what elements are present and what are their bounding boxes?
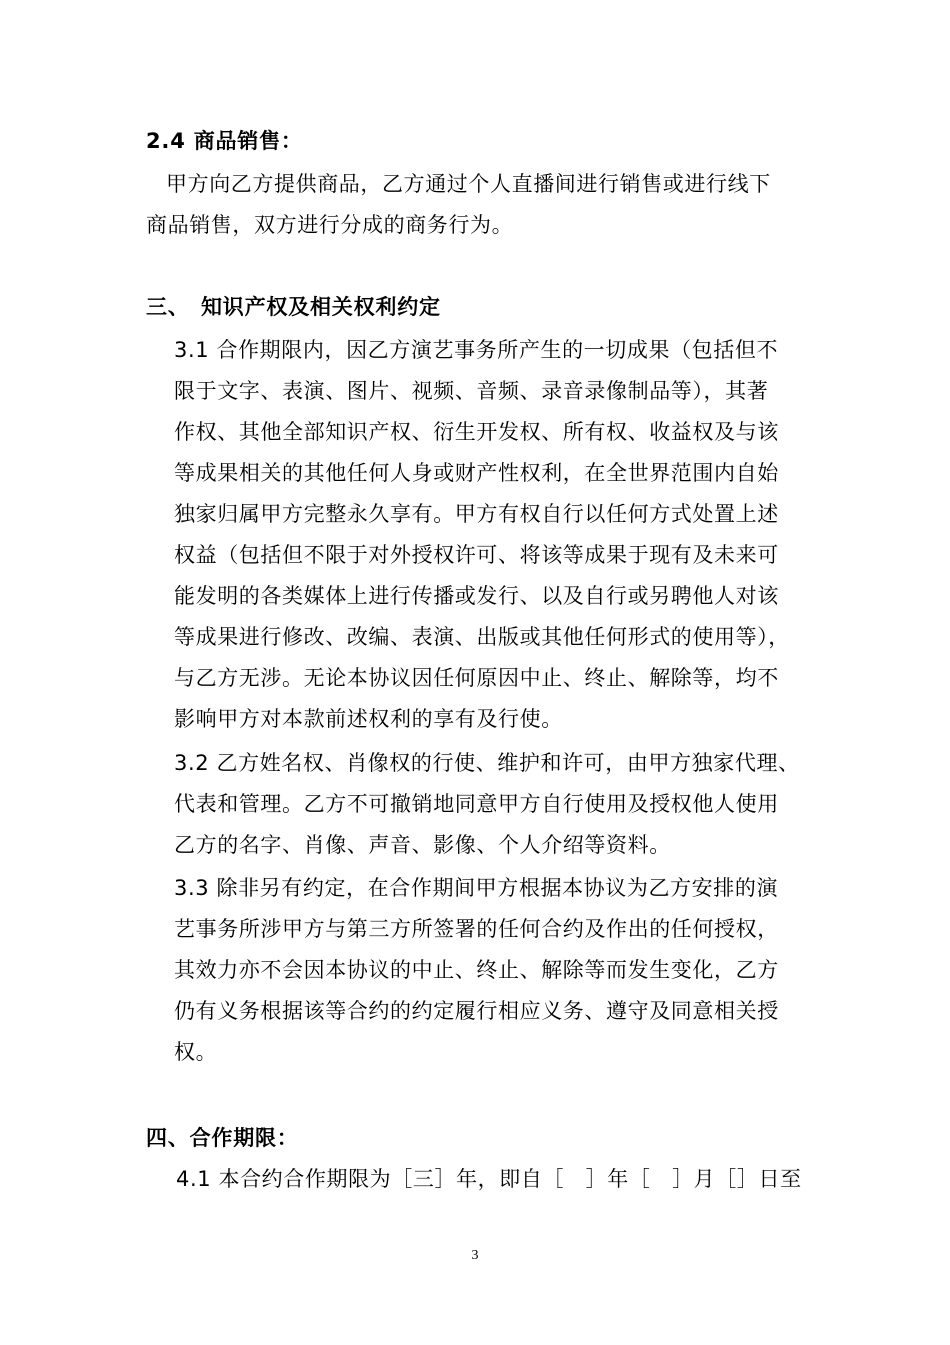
section-3-heading-number: 三、 — [146, 295, 190, 319]
page-number: 3 — [471, 1248, 479, 1263]
clause-3-3-line: 其效力亦不会因本协议的中止、终止、解除等而发生变化，乙方 — [174, 958, 779, 982]
clause-3-2-line: 代表和管理。乙方不可撤销地同意甲方自行使用及授权他人使用 — [174, 792, 779, 816]
clause-3-3-line: 权。 — [174, 1040, 218, 1064]
clause-3-1-line: 与乙方无涉。无论本协议因任何原因中止、终止、解除等，均不 — [174, 666, 779, 690]
clause-3-1-line: 独家归属甲方完整永久享有。甲方有权自行以任何方式处置上述 — [174, 502, 779, 526]
clause-3-1-line: 影响甲方对本款前述权利的享有及行使。 — [174, 707, 563, 731]
clause-3-1-line: 作权、其他全部知识产权、衍生开发权、所有权、收益权及与该 — [174, 420, 779, 444]
clause-3-2-line: 3.2 乙方姓名权、肖像权的行使、维护和许可，由甲方独家代理、 — [174, 751, 800, 775]
section-2-4-body-line: 甲方向乙方提供商品，乙方通过个人直播间进行销售或进行线下 — [166, 172, 771, 196]
clause-3-1-line: 权益（包括但不限于对外授权许可、将该等成果于现有及未来可 — [174, 543, 779, 567]
section-2-4-heading: 2.4 商品销售： — [146, 129, 303, 153]
clause-3-1-line: 等成果相关的其他任何人身或财产性权利，在全世界范围内自始 — [174, 461, 779, 485]
clause-3-1-line: 能发明的各类媒体上进行传播或发行、以及自行或另聘他人对该 — [174, 584, 779, 608]
clause-3-3-line: 仍有义务根据该等合约的约定履行相应义务、遵守及同意相关授 — [174, 999, 779, 1023]
clause-4-1-line: 4.1 本合约合作期限为［三］年，即自［ ］年［ ］月［］日至 — [176, 1167, 802, 1191]
clause-3-3-line: 艺事务所涉甲方与第三方所签署的任何合约及作出的任何授权， — [174, 917, 779, 941]
clause-3-1-line: 3.1 合作期限内，因乙方演艺事务所产生的一切成果（包括但不 — [174, 338, 779, 362]
section-3-heading-title: 知识产权及相关权利约定 — [201, 295, 441, 319]
clause-3-2-line: 乙方的名字、肖像、声音、影像、个人介绍等资料。 — [174, 833, 671, 857]
section-2-4-body-line: 商品销售，双方进行分成的商务行为。 — [146, 213, 514, 237]
clause-3-1-line: 等成果进行修改、改编、表演、出版或其他任何形式的使用等）， — [174, 625, 790, 649]
clause-3-3-line: 3.3 除非另有约定，在合作期间甲方根据本协议为乙方安排的演 — [174, 876, 779, 900]
section-4-heading: 四、合作期限： — [146, 1126, 299, 1150]
clause-3-1-line: 限于文字、表演、图片、视频、音频、录音录像制品等），其著 — [174, 379, 769, 403]
